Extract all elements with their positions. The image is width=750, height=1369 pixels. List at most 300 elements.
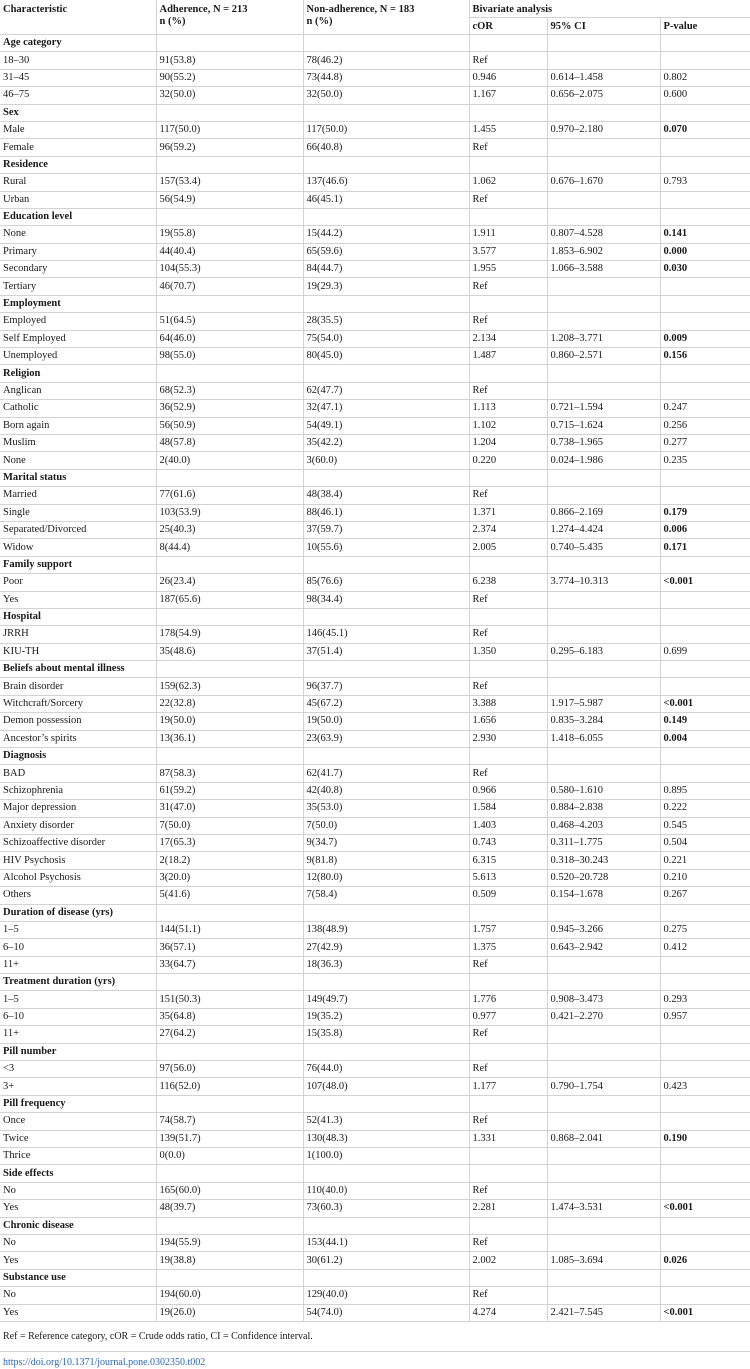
cell-pvalue: 0.895 bbox=[660, 782, 750, 799]
empty-cell bbox=[547, 1165, 660, 1182]
cell-cor: 2.281 bbox=[469, 1200, 547, 1217]
cell-adherence: 35(64.8) bbox=[156, 1008, 303, 1025]
empty-cell bbox=[469, 1095, 547, 1112]
cell-characteristic: <3 bbox=[0, 1061, 156, 1078]
category-label: Treatment duration (yrs) bbox=[0, 974, 156, 991]
cell-non-adherence: 80(45.0) bbox=[303, 348, 469, 365]
cell-pvalue bbox=[660, 1287, 750, 1304]
empty-cell bbox=[547, 556, 660, 573]
cell-pvalue: 0.600 bbox=[660, 87, 750, 104]
empty-cell bbox=[156, 104, 303, 121]
cell-ci: 0.835–3.284 bbox=[547, 713, 660, 730]
empty-cell bbox=[156, 748, 303, 765]
empty-cell bbox=[469, 1217, 547, 1234]
cell-pvalue: 0.235 bbox=[660, 452, 750, 469]
category-label: Employment bbox=[0, 295, 156, 312]
empty-cell bbox=[156, 974, 303, 991]
cell-cor: 1.403 bbox=[469, 817, 547, 834]
cell-ci: 0.866–2.169 bbox=[547, 504, 660, 521]
cell-cor: 1.757 bbox=[469, 921, 547, 938]
cell-pvalue: <0.001 bbox=[660, 1304, 750, 1321]
table-row bbox=[0, 869, 750, 886]
cell-cor: 4.274 bbox=[469, 1304, 547, 1321]
cell-pvalue bbox=[660, 52, 750, 69]
empty-cell bbox=[660, 1217, 750, 1234]
cell-adherence: 56(50.9) bbox=[156, 417, 303, 434]
empty-cell bbox=[660, 469, 750, 486]
cell-cor: 1.955 bbox=[469, 261, 547, 278]
table-row bbox=[0, 191, 750, 208]
category-label: Pill number bbox=[0, 1043, 156, 1060]
cell-pvalue: 0.026 bbox=[660, 1252, 750, 1269]
cell-ci bbox=[547, 278, 660, 295]
cell-cor: 6.315 bbox=[469, 852, 547, 869]
empty-cell bbox=[469, 1165, 547, 1182]
category-row bbox=[0, 35, 750, 52]
cell-adherence: 17(65.3) bbox=[156, 834, 303, 851]
cell-ci bbox=[547, 52, 660, 69]
cell-non-adherence: 7(50.0) bbox=[303, 817, 469, 834]
cell-non-adherence: 32(47.1) bbox=[303, 400, 469, 417]
cell-characteristic: Urban bbox=[0, 191, 156, 208]
doi-link[interactable]: https://doi.org/10.1371/journal.pone.0302350.t002 bbox=[3, 1357, 206, 1368]
empty-cell bbox=[156, 1095, 303, 1112]
empty-cell bbox=[469, 748, 547, 765]
empty-cell bbox=[660, 1043, 750, 1060]
cell-non-adherence: 73(44.8) bbox=[303, 69, 469, 86]
header-non-adherence-unit: n (%) bbox=[306, 16, 333, 27]
cell-ci bbox=[547, 765, 660, 782]
cell-ci bbox=[547, 1287, 660, 1304]
cell-cor: Ref bbox=[469, 139, 547, 156]
cell-ci: 1.085–3.694 bbox=[547, 1252, 660, 1269]
empty-cell bbox=[547, 104, 660, 121]
empty-cell bbox=[156, 365, 303, 382]
cell-cor: Ref bbox=[469, 1113, 547, 1130]
cell-cor: 1.204 bbox=[469, 434, 547, 451]
cell-adherence: 13(36.1) bbox=[156, 730, 303, 747]
empty-cell bbox=[303, 295, 469, 312]
cell-non-adherence: 129(40.0) bbox=[303, 1287, 469, 1304]
cell-non-adherence: 76(44.0) bbox=[303, 1061, 469, 1078]
table-row bbox=[0, 487, 750, 504]
cell-non-adherence: 12(80.0) bbox=[303, 869, 469, 886]
cell-non-adherence: 45(67.2) bbox=[303, 695, 469, 712]
table-row bbox=[0, 765, 750, 782]
header-pvalue: P-value bbox=[660, 18, 750, 35]
cell-characteristic: Ancestor’s spirits bbox=[0, 730, 156, 747]
cell-characteristic: None bbox=[0, 452, 156, 469]
cell-ci: 0.311–1.775 bbox=[547, 834, 660, 851]
cell-cor: 0.977 bbox=[469, 1008, 547, 1025]
cell-characteristic: Yes bbox=[0, 1200, 156, 1217]
cell-non-adherence: 62(41.7) bbox=[303, 765, 469, 782]
cell-characteristic: Demon possession bbox=[0, 713, 156, 730]
cell-pvalue: 0.141 bbox=[660, 226, 750, 243]
empty-cell bbox=[660, 208, 750, 225]
cell-adherence: 90(55.2) bbox=[156, 69, 303, 86]
table-row bbox=[0, 417, 750, 434]
cell-adherence: 2(18.2) bbox=[156, 852, 303, 869]
empty-cell bbox=[156, 208, 303, 225]
empty-cell bbox=[303, 1269, 469, 1286]
table-row bbox=[0, 52, 750, 69]
cell-pvalue: 0.070 bbox=[660, 121, 750, 138]
cell-cor: 1.102 bbox=[469, 417, 547, 434]
category-row bbox=[0, 469, 750, 486]
cell-non-adherence: 96(37.7) bbox=[303, 678, 469, 695]
category-label: Sex bbox=[0, 104, 156, 121]
cell-adherence: 194(60.0) bbox=[156, 1287, 303, 1304]
cell-non-adherence: 9(81.8) bbox=[303, 852, 469, 869]
category-label: Diagnosis bbox=[0, 748, 156, 765]
cell-cor: 1.455 bbox=[469, 121, 547, 138]
cell-pvalue bbox=[660, 678, 750, 695]
empty-cell bbox=[303, 35, 469, 52]
empty-cell bbox=[303, 365, 469, 382]
cell-cor: 0.509 bbox=[469, 887, 547, 904]
cell-characteristic: 46–75 bbox=[0, 87, 156, 104]
cell-non-adherence: 98(34.4) bbox=[303, 591, 469, 608]
cell-non-adherence: 130(48.3) bbox=[303, 1130, 469, 1147]
header-bivariate: Bivariate analysis bbox=[469, 0, 750, 18]
cell-adherence: 19(55.8) bbox=[156, 226, 303, 243]
cell-adherence: 32(50.0) bbox=[156, 87, 303, 104]
category-row bbox=[0, 295, 750, 312]
table-row bbox=[0, 87, 750, 104]
cell-ci: 1.853–6.902 bbox=[547, 243, 660, 260]
cell-adherence: 33(64.7) bbox=[156, 956, 303, 973]
empty-cell bbox=[156, 35, 303, 52]
cell-ci: 0.421–2.270 bbox=[547, 1008, 660, 1025]
cell-characteristic: Poor bbox=[0, 574, 156, 591]
empty-cell bbox=[303, 661, 469, 678]
empty-cell bbox=[660, 974, 750, 991]
cell-ci bbox=[547, 1113, 660, 1130]
table-row bbox=[0, 539, 750, 556]
table-row bbox=[0, 504, 750, 521]
cell-pvalue: 0.247 bbox=[660, 400, 750, 417]
header-non-adherence-label: Non-adherence, N = 183 bbox=[306, 4, 415, 15]
header-adherence-unit: n (%) bbox=[159, 16, 186, 27]
empty-cell bbox=[303, 1217, 469, 1234]
cell-characteristic: No bbox=[0, 1234, 156, 1251]
cell-cor: Ref bbox=[469, 1182, 547, 1199]
cell-ci: 0.740–5.435 bbox=[547, 539, 660, 556]
cell-pvalue: 0.545 bbox=[660, 817, 750, 834]
cell-ci: 1.274–4.424 bbox=[547, 521, 660, 538]
cell-adherence: 104(55.3) bbox=[156, 261, 303, 278]
cell-cor: Ref bbox=[469, 382, 547, 399]
empty-cell bbox=[303, 974, 469, 991]
empty-cell bbox=[660, 104, 750, 121]
cell-adherence: 157(53.4) bbox=[156, 174, 303, 191]
cell-ci bbox=[547, 1148, 660, 1165]
cell-characteristic: Married bbox=[0, 487, 156, 504]
cell-characteristic: Tertiary bbox=[0, 278, 156, 295]
cell-cor: Ref bbox=[469, 1026, 547, 1043]
category-label: Beliefs about mental illness bbox=[0, 661, 156, 678]
table-row bbox=[0, 574, 750, 591]
cell-cor: Ref bbox=[469, 1061, 547, 1078]
cell-adherence: 5(41.6) bbox=[156, 887, 303, 904]
category-row bbox=[0, 748, 750, 765]
cell-characteristic: Alcohol Psychosis bbox=[0, 869, 156, 886]
cell-cor: Ref bbox=[469, 591, 547, 608]
cell-ci: 2.421–7.545 bbox=[547, 1304, 660, 1321]
empty-cell bbox=[547, 1269, 660, 1286]
cell-ci: 0.807–4.528 bbox=[547, 226, 660, 243]
cell-adherence: 35(48.6) bbox=[156, 643, 303, 660]
cell-cor: Ref bbox=[469, 765, 547, 782]
category-row bbox=[0, 608, 750, 625]
cell-pvalue bbox=[660, 1148, 750, 1165]
cell-characteristic: Schizophrenia bbox=[0, 782, 156, 799]
empty-cell bbox=[156, 469, 303, 486]
empty-cell bbox=[547, 608, 660, 625]
cell-non-adherence: 32(50.0) bbox=[303, 87, 469, 104]
cell-pvalue bbox=[660, 1026, 750, 1043]
cell-ci: 0.614–1.458 bbox=[547, 69, 660, 86]
cell-non-adherence: 19(29.3) bbox=[303, 278, 469, 295]
cell-pvalue: 0.210 bbox=[660, 869, 750, 886]
empty-cell bbox=[547, 748, 660, 765]
cell-characteristic: Male bbox=[0, 121, 156, 138]
cell-adherence: 46(70.7) bbox=[156, 278, 303, 295]
cell-characteristic: Thrice bbox=[0, 1148, 156, 1165]
cell-pvalue: 0.179 bbox=[660, 504, 750, 521]
cell-adherence: 165(60.0) bbox=[156, 1182, 303, 1199]
cell-characteristic: No bbox=[0, 1182, 156, 1199]
table-row bbox=[0, 939, 750, 956]
empty-cell bbox=[469, 974, 547, 991]
cell-non-adherence: 137(46.6) bbox=[303, 174, 469, 191]
cell-cor: 1.113 bbox=[469, 400, 547, 417]
cell-adherence: 61(59.2) bbox=[156, 782, 303, 799]
empty-cell bbox=[156, 904, 303, 921]
empty-cell bbox=[660, 608, 750, 625]
cell-non-adherence: 15(44.2) bbox=[303, 226, 469, 243]
cell-ci: 3.774–10.313 bbox=[547, 574, 660, 591]
cell-cor: 1.375 bbox=[469, 939, 547, 956]
table-row bbox=[0, 800, 750, 817]
cell-pvalue: 0.293 bbox=[660, 991, 750, 1008]
table-row bbox=[0, 1130, 750, 1147]
table-row bbox=[0, 921, 750, 938]
cell-ci: 1.418–6.055 bbox=[547, 730, 660, 747]
cell-cor: 1.656 bbox=[469, 713, 547, 730]
category-label: Age category bbox=[0, 35, 156, 52]
cell-cor: Ref bbox=[469, 678, 547, 695]
cell-pvalue: 0.504 bbox=[660, 834, 750, 851]
cell-adherence: 31(47.0) bbox=[156, 800, 303, 817]
cell-adherence: 77(61.6) bbox=[156, 487, 303, 504]
cell-characteristic: Primary bbox=[0, 243, 156, 260]
cell-non-adherence: 62(47.7) bbox=[303, 382, 469, 399]
empty-cell bbox=[469, 156, 547, 173]
cell-adherence: 68(52.3) bbox=[156, 382, 303, 399]
empty-cell bbox=[156, 295, 303, 312]
empty-cell bbox=[303, 748, 469, 765]
cell-characteristic: Yes bbox=[0, 591, 156, 608]
empty-cell bbox=[303, 104, 469, 121]
cell-ci bbox=[547, 487, 660, 504]
cell-cor: Ref bbox=[469, 626, 547, 643]
cell-pvalue bbox=[660, 191, 750, 208]
header-non-adherence bbox=[303, 0, 469, 35]
cell-pvalue: 0.275 bbox=[660, 921, 750, 938]
cell-pvalue: <0.001 bbox=[660, 695, 750, 712]
cell-cor: 2.005 bbox=[469, 539, 547, 556]
table-row bbox=[0, 991, 750, 1008]
cell-adherence: 97(56.0) bbox=[156, 1061, 303, 1078]
cell-adherence: 0(0.0) bbox=[156, 1148, 303, 1165]
cell-adherence: 26(23.4) bbox=[156, 574, 303, 591]
empty-cell bbox=[547, 469, 660, 486]
cell-pvalue: 0.793 bbox=[660, 174, 750, 191]
empty-cell bbox=[660, 35, 750, 52]
empty-cell bbox=[303, 208, 469, 225]
cell-non-adherence: 85(76.6) bbox=[303, 574, 469, 591]
table-row bbox=[0, 956, 750, 973]
empty-cell bbox=[547, 661, 660, 678]
category-row bbox=[0, 1043, 750, 1060]
cell-non-adherence: 75(54.0) bbox=[303, 330, 469, 347]
table-row bbox=[0, 434, 750, 451]
cell-non-adherence: 18(36.3) bbox=[303, 956, 469, 973]
category-row bbox=[0, 104, 750, 121]
cell-ci bbox=[547, 1061, 660, 1078]
cell-characteristic: Schizoaffective disorder bbox=[0, 834, 156, 851]
cell-ci: 0.318–30.243 bbox=[547, 852, 660, 869]
cell-adherence: 8(44.4) bbox=[156, 539, 303, 556]
cell-adherence: 103(53.9) bbox=[156, 504, 303, 521]
cell-non-adherence: 30(61.2) bbox=[303, 1252, 469, 1269]
empty-cell bbox=[156, 1165, 303, 1182]
cell-adherence: 19(50.0) bbox=[156, 713, 303, 730]
cell-adherence: 36(57.1) bbox=[156, 939, 303, 956]
table-row bbox=[0, 643, 750, 660]
empty-cell bbox=[156, 1269, 303, 1286]
cell-characteristic: Anxiety disorder bbox=[0, 817, 156, 834]
cell-adherence: 74(58.7) bbox=[156, 1113, 303, 1130]
category-label: Duration of disease (yrs) bbox=[0, 904, 156, 921]
category-label: Family support bbox=[0, 556, 156, 573]
empty-cell bbox=[547, 904, 660, 921]
cell-characteristic: 11+ bbox=[0, 956, 156, 973]
empty-cell bbox=[303, 556, 469, 573]
category-label: Pill frequency bbox=[0, 1095, 156, 1112]
empty-cell bbox=[469, 661, 547, 678]
table-row bbox=[0, 834, 750, 851]
cell-non-adherence: 42(40.8) bbox=[303, 782, 469, 799]
cell-adherence: 19(38.8) bbox=[156, 1252, 303, 1269]
cell-non-adherence: 88(46.1) bbox=[303, 504, 469, 521]
cell-ci bbox=[547, 591, 660, 608]
cell-cor: 1.167 bbox=[469, 87, 547, 104]
cell-pvalue: 0.423 bbox=[660, 1078, 750, 1095]
cell-cor bbox=[469, 1148, 547, 1165]
empty-cell bbox=[303, 904, 469, 921]
cell-ci: 0.295–6.183 bbox=[547, 643, 660, 660]
category-row bbox=[0, 1095, 750, 1112]
empty-cell bbox=[156, 608, 303, 625]
cell-pvalue: 0.802 bbox=[660, 69, 750, 86]
cell-characteristic: 6–10 bbox=[0, 939, 156, 956]
cell-non-adherence: 9(34.7) bbox=[303, 834, 469, 851]
cell-characteristic: 11+ bbox=[0, 1026, 156, 1043]
cell-ci: 0.715–1.624 bbox=[547, 417, 660, 434]
cell-non-adherence: 10(55.6) bbox=[303, 539, 469, 556]
table-row bbox=[0, 313, 750, 330]
cell-adherence: 36(52.9) bbox=[156, 400, 303, 417]
cell-characteristic: Twice bbox=[0, 1130, 156, 1147]
table-row bbox=[0, 1061, 750, 1078]
category-label: Education level bbox=[0, 208, 156, 225]
cell-non-adherence: 78(46.2) bbox=[303, 52, 469, 69]
cell-characteristic: HIV Psychosis bbox=[0, 852, 156, 869]
cell-non-adherence: 73(60.3) bbox=[303, 1200, 469, 1217]
cell-non-adherence: 7(58.4) bbox=[303, 887, 469, 904]
cell-non-adherence: 153(44.1) bbox=[303, 1234, 469, 1251]
empty-cell bbox=[469, 608, 547, 625]
cell-characteristic: JRRH bbox=[0, 626, 156, 643]
cell-cor: 5.613 bbox=[469, 869, 547, 886]
category-label: Side effects bbox=[0, 1165, 156, 1182]
empty-cell bbox=[469, 208, 547, 225]
table-row bbox=[0, 121, 750, 138]
empty-cell bbox=[469, 365, 547, 382]
cell-ci: 0.945–3.266 bbox=[547, 921, 660, 938]
cell-cor: 2.002 bbox=[469, 1252, 547, 1269]
table-row bbox=[0, 226, 750, 243]
cell-pvalue bbox=[660, 591, 750, 608]
cell-ci bbox=[547, 678, 660, 695]
cell-cor: 3.577 bbox=[469, 243, 547, 260]
cell-pvalue bbox=[660, 278, 750, 295]
cell-cor: 1.584 bbox=[469, 800, 547, 817]
cell-non-adherence: 37(51.4) bbox=[303, 643, 469, 660]
header-adherence bbox=[156, 0, 303, 35]
cell-characteristic: Catholic bbox=[0, 400, 156, 417]
footer-divider bbox=[0, 1351, 750, 1352]
cell-ci bbox=[547, 191, 660, 208]
cell-non-adherence: 149(49.7) bbox=[303, 991, 469, 1008]
cell-pvalue bbox=[660, 765, 750, 782]
empty-cell bbox=[156, 156, 303, 173]
cell-adherence: 178(54.9) bbox=[156, 626, 303, 643]
category-row bbox=[0, 1217, 750, 1234]
cell-pvalue bbox=[660, 382, 750, 399]
cell-non-adherence: 23(63.9) bbox=[303, 730, 469, 747]
empty-cell bbox=[303, 1043, 469, 1060]
cell-pvalue: 0.156 bbox=[660, 348, 750, 365]
cell-adherence: 144(51.1) bbox=[156, 921, 303, 938]
table-row bbox=[0, 348, 750, 365]
cell-ci: 0.868–2.041 bbox=[547, 1130, 660, 1147]
cell-pvalue: 0.957 bbox=[660, 1008, 750, 1025]
cell-adherence: 7(50.0) bbox=[156, 817, 303, 834]
header-adherence-label: Adherence, N = 213 bbox=[159, 4, 248, 15]
cell-pvalue: 0.221 bbox=[660, 852, 750, 869]
cell-pvalue: 0.699 bbox=[660, 643, 750, 660]
cell-adherence: 64(46.0) bbox=[156, 330, 303, 347]
cell-adherence: 151(50.3) bbox=[156, 991, 303, 1008]
cell-ci: 1.208–3.771 bbox=[547, 330, 660, 347]
table-row bbox=[0, 69, 750, 86]
table-row bbox=[0, 591, 750, 608]
table-row bbox=[0, 887, 750, 904]
